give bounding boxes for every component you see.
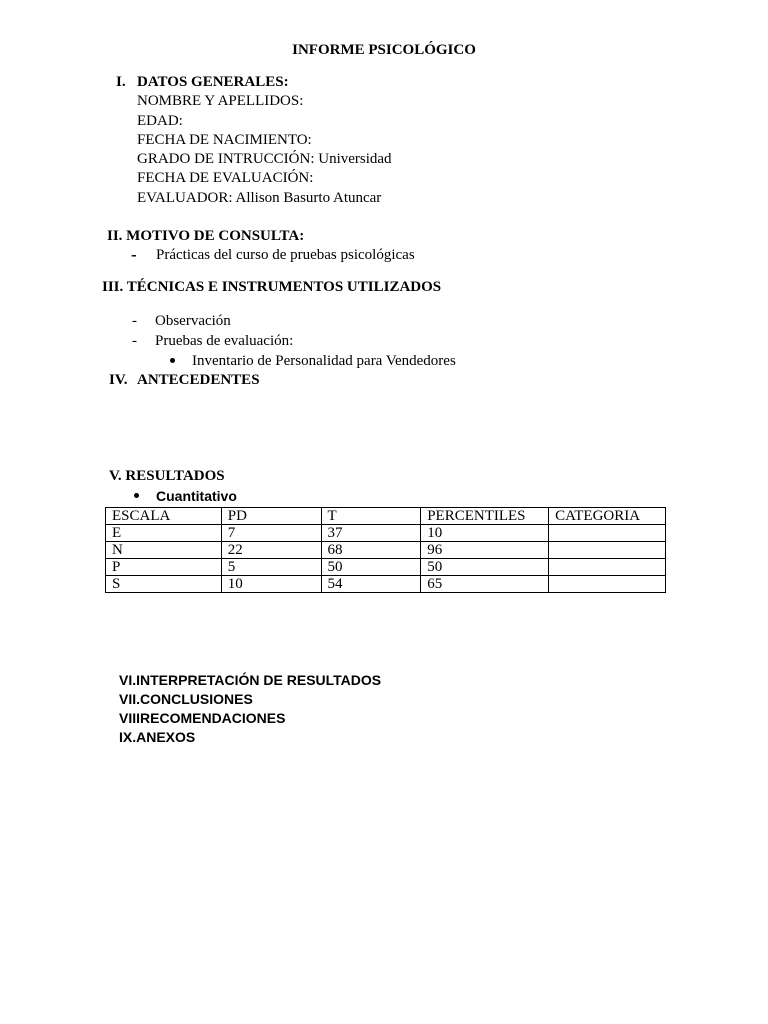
header-pd: PD [221, 508, 321, 525]
section-5-heading-line [109, 468, 225, 485]
table-row [106, 559, 666, 576]
cell-pd: 5 [221, 559, 321, 576]
cell-pd: 22 [221, 542, 321, 559]
cell-escala: E [106, 525, 222, 542]
cell-percentil: 96 [421, 542, 549, 559]
cell-t: 54 [321, 576, 421, 593]
section-8-heading: VIIIRECOMENDACIONES [119, 710, 286, 726]
tecnica-observacion: Observación [155, 313, 231, 329]
document-title: INFORME PSICOLÓGICO [292, 42, 476, 58]
field-evaluador: EVALUADOR: Allison Basurto Atuncar [137, 190, 382, 206]
results-table [105, 507, 666, 593]
cell-pd: 7 [221, 525, 321, 542]
cell-escala: N [106, 542, 222, 559]
header-escala: ESCALA [106, 508, 222, 525]
cell-percentil: 65 [421, 576, 549, 593]
cell-t: 50 [321, 559, 421, 576]
dash-marker: - [132, 313, 137, 329]
cell-t: 37 [321, 525, 421, 542]
section-1-heading: DATOS GENERALES: [137, 74, 289, 90]
tecnica-pruebas: Pruebas de evaluación: [155, 333, 294, 349]
motivo-item: Prácticas del curso de pruebas psicológicas [156, 247, 415, 263]
cell-percentil: 10 [421, 525, 549, 542]
header-t: T [321, 508, 421, 525]
field-edad: EDAD: [137, 113, 183, 129]
section-3-heading: III. TÉCNICAS E INSTRUMENTOS UTILIZADOS [102, 279, 442, 295]
field-fecha-evaluacion: FECHA DE EVALUACIÓN: [137, 170, 314, 186]
field-grado-instruccion: GRADO DE INTRUCCIÓN: Universidad [137, 151, 392, 167]
section-5-numeral: V [109, 468, 118, 484]
bullet-icon [134, 493, 139, 498]
instrumento-inventario: Inventario de Personalidad para Vendedores [192, 353, 456, 369]
section-5-heading: . RESULTADOS [117, 468, 225, 484]
header-percentiles: PERCENTILES [421, 508, 549, 525]
dash-marker: - [132, 333, 137, 349]
cell-pd: 10 [221, 576, 321, 593]
cell-categoria [549, 542, 666, 559]
subheading-cuantitativo: Cuantitativo [156, 488, 237, 504]
cell-escala: P [106, 559, 222, 576]
table-header-row [106, 508, 666, 525]
header-categoria: CATEGORIA [549, 508, 666, 525]
table-row [106, 525, 666, 542]
section-6-heading: VI.INTERPRETACIÓN DE RESULTADOS [119, 672, 382, 688]
table-row [106, 576, 666, 593]
cell-t: 68 [321, 542, 421, 559]
cell-categoria [549, 525, 666, 542]
section-9-heading: IX.ANEXOS [119, 729, 196, 745]
bullet-icon [170, 358, 175, 363]
section-7-heading: VII.CONCLUSIONES [119, 691, 253, 707]
cell-categoria [549, 559, 666, 576]
cell-percentil: 50 [421, 559, 549, 576]
section-4-heading: ANTECEDENTES [137, 372, 260, 388]
table-row [106, 542, 666, 559]
dash-marker: - [131, 245, 137, 264]
section-2-heading: II. MOTIVO DE CONSULTA: [107, 228, 305, 244]
section-4-numeral: IV. [109, 372, 128, 388]
field-fecha-nacimiento: FECHA DE NACIMIENTO: [137, 132, 312, 148]
field-nombre: NOMBRE Y APELLIDOS: [137, 93, 304, 109]
section-1-numeral: I. [116, 74, 126, 90]
cell-escala: S [106, 576, 222, 593]
cell-categoria [549, 576, 666, 593]
